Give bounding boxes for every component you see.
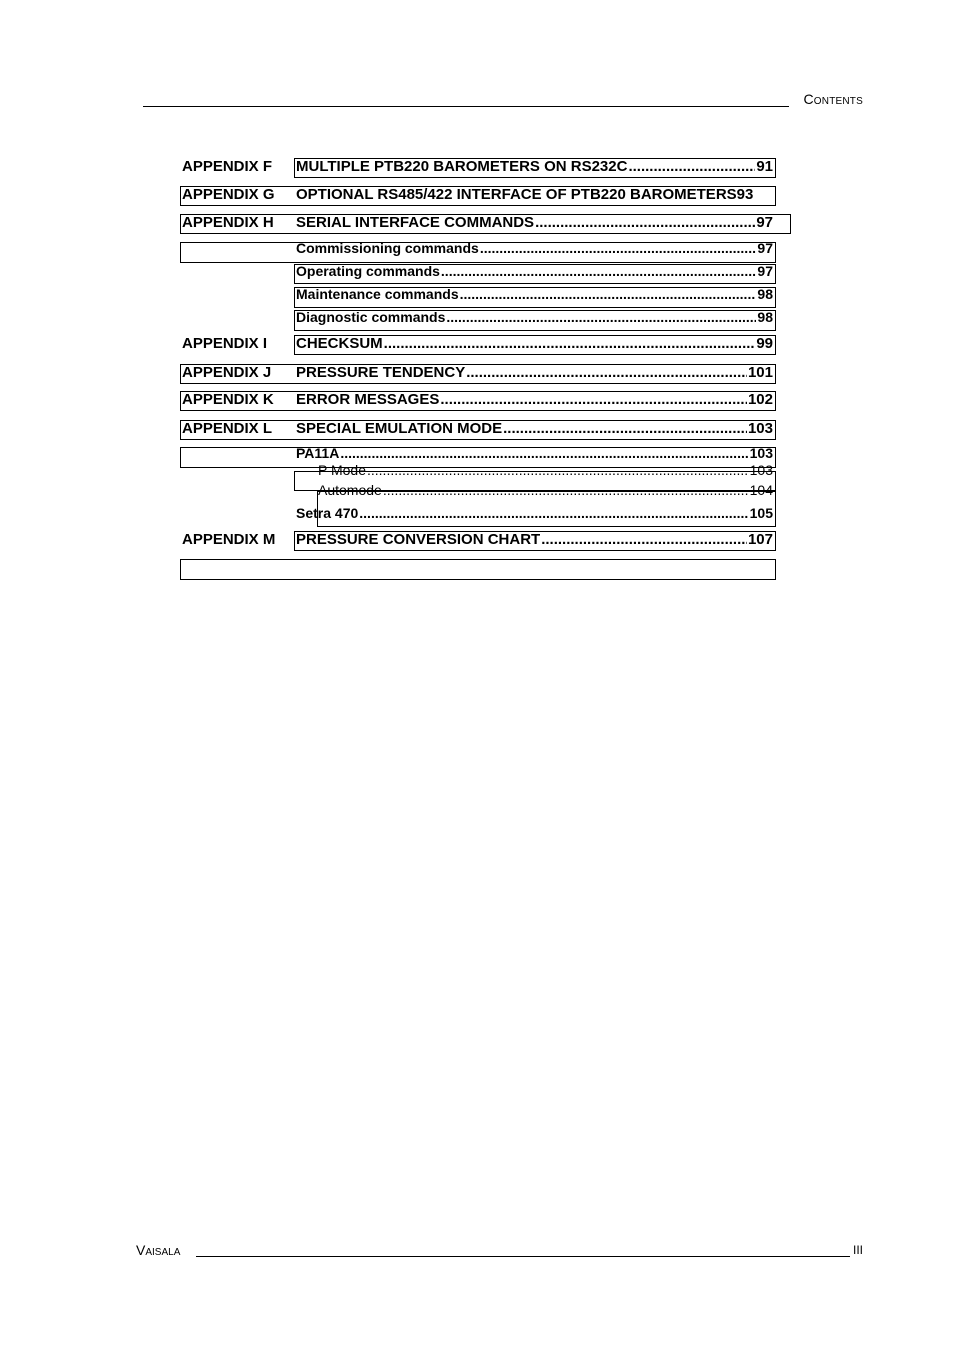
toc-entry-title: Diagnostic commands <box>296 309 446 325</box>
toc-appendix-label: APPENDIX K <box>182 391 274 408</box>
toc-entry-page: 105 <box>749 505 773 521</box>
link-box <box>294 471 776 491</box>
toc-entry-page: 97 <box>756 214 773 231</box>
toc-entry-title: OPTIONAL RS485/422 INTERFACE OF PTB220 BAROMETERS <box>296 186 737 203</box>
toc-entry-title: ERROR MESSAGES <box>296 391 440 408</box>
toc-appendix-label: APPENDIX M <box>182 531 276 548</box>
link-box <box>317 491 776 527</box>
toc-entry-page: 91 <box>756 158 773 175</box>
toc-entry-title: SERIAL INTERFACE COMMANDS <box>296 214 535 231</box>
toc-appendix-label: APPENDIX J <box>182 364 272 381</box>
link-box <box>294 158 776 178</box>
toc-entry-title: SPECIAL EMULATION MODE <box>296 420 503 437</box>
toc-appendix-label: APPENDIX G <box>182 186 275 203</box>
running-header-title: Contents <box>803 91 863 107</box>
link-box <box>180 242 776 263</box>
footer-page-number: III <box>852 1243 863 1257</box>
toc-entry-page: 99 <box>756 335 773 352</box>
toc-entry-page: 103 <box>749 462 773 478</box>
toc-entry-page: 93 <box>736 186 754 203</box>
toc-entry-title: CHECKSUM <box>296 335 383 352</box>
toc-entry-page: 97 <box>757 263 773 279</box>
link-box <box>180 420 776 440</box>
link-box <box>294 335 776 355</box>
toc-entry-page: 101 <box>747 364 773 381</box>
toc-appendix-label: APPENDIX I <box>182 335 268 352</box>
footer-rule <box>196 1256 850 1257</box>
header-rule <box>143 106 789 107</box>
toc-entry-title: PRESSURE CONVERSION CHART <box>296 531 541 548</box>
link-box <box>180 391 776 411</box>
link-box <box>294 264 776 284</box>
toc-entry-page: 102 <box>747 391 773 408</box>
link-box <box>294 287 776 308</box>
toc-entry-title: Maintenance commands <box>296 286 459 302</box>
link-box <box>294 531 776 551</box>
toc-entry-title: Automode <box>318 482 382 498</box>
toc-entry-page: 97 <box>757 240 773 256</box>
toc-entry-page: 98 <box>757 309 773 325</box>
toc-entry-title: P Mode <box>318 462 366 478</box>
toc-entry-title: Commissioning commands <box>296 240 479 256</box>
toc-entry-title: Operating commands <box>296 263 440 279</box>
toc-entry-title: Setra 470 <box>296 505 359 521</box>
toc-entry-page: 104 <box>749 482 773 498</box>
toc-entry-page: 103 <box>749 445 773 461</box>
footer-brand: Vaisala <box>136 1242 181 1258</box>
link-box <box>180 447 776 468</box>
link-box <box>294 310 776 331</box>
link-box <box>180 559 776 580</box>
toc-appendix-label: APPENDIX H <box>182 214 274 231</box>
toc-entry-title: PRESSURE TENDENCY <box>296 364 466 381</box>
toc-entry-page: 107 <box>747 531 773 548</box>
link-box <box>180 364 776 384</box>
toc-appendix-label: APPENDIX L <box>182 420 273 437</box>
toc-entry-title: MULTIPLE PTB220 BAROMETERS ON RS232C <box>296 158 628 175</box>
toc-entry-title: PA11A <box>296 445 340 461</box>
toc-entry-page: 103 <box>747 420 773 437</box>
toc-entry-page: 98 <box>757 286 773 302</box>
link-box <box>180 186 776 206</box>
toc-appendix-label: APPENDIX F <box>182 158 273 175</box>
link-box <box>180 214 791 234</box>
